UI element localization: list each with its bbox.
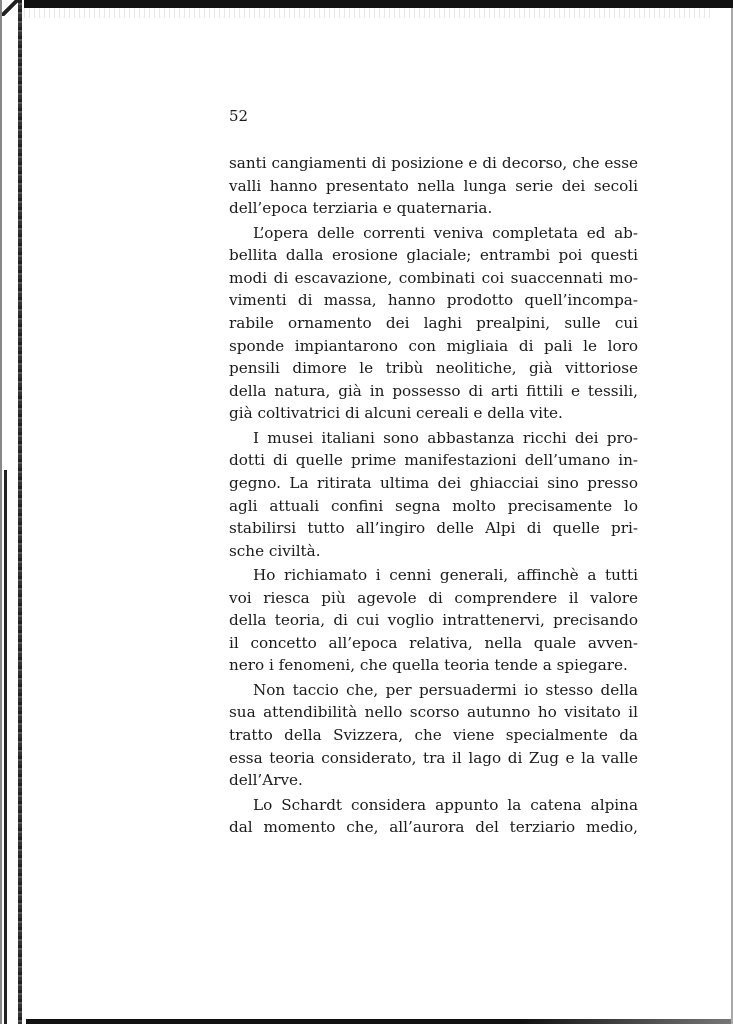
- text-line: sua attendibilità nello scorso autunno ho visitato il: [229, 703, 638, 722]
- page-number: 52: [229, 107, 249, 125]
- text-line: pensili dimore le tribù neolitiche, già vittoriose: [229, 359, 638, 378]
- text-line: santi cangiamenti di posizione e di decorso, che esse: [229, 154, 638, 172]
- paragraph: [229, 794, 638, 839]
- paragraph: [229, 222, 638, 425]
- scan-top-border: [24, 0, 733, 8]
- text-line: nero i fenomeni, che quella teoria tende a spiegare.: [229, 656, 628, 675]
- scan-top-noise: [24, 8, 714, 18]
- text-line: L’opera delle correnti veniva completata ed ab-: [253, 223, 638, 242]
- text-line: voi riesca più agevole di comprendere il valore: [229, 588, 638, 607]
- text-line: bellita dalla erosione glaciale; entrambi poi questi: [229, 246, 638, 265]
- scan-book-spine: [18, 0, 22, 1024]
- scan-corner-artifact: [0, 0, 26, 16]
- text-line: il concetto all’epoca relativa, nella quale avven-: [229, 633, 638, 652]
- page-body-text: [229, 152, 638, 841]
- text-line: dell’Arve.: [229, 771, 303, 790]
- scan-bottom-border: [26, 1019, 733, 1024]
- text-line: valli hanno presentato nella lunga serie dei secoli: [229, 176, 638, 195]
- text-line: rabile ornamento dei laghi prealpini, sulle cui: [229, 313, 638, 332]
- paragraph: [229, 427, 638, 563]
- paragraph: [229, 679, 638, 792]
- text-line: Non taccio che, per persuadermi io stesso della: [253, 680, 638, 699]
- text-line: dal momento che, all’aurora del terziario medio,: [229, 818, 638, 837]
- scan-left-edge: [0, 0, 2, 1024]
- text-line: sponde impiantarono con migliaia di pali le loro: [229, 336, 638, 355]
- text-line: dotti di quelle prime manifestazioni dell’umano in-: [229, 451, 638, 470]
- text-line: dell’epoca terziaria e quaternaria.: [229, 199, 493, 218]
- text-line: agli attuali confini segna molto precisamente lo: [229, 496, 638, 515]
- text-line: sche civiltà.: [229, 541, 321, 560]
- text-line: modi di escavazione, combinati coi suaccennati mo-: [229, 268, 638, 287]
- text-line: gegno. La ritirata ultima dei ghiacciai sino presso: [229, 473, 638, 492]
- text-line: Lo Schardt considera appunto la catena alpina: [253, 795, 638, 814]
- text-line: Ho richiamato i cenni generali, affinchè a tutti: [253, 566, 638, 585]
- text-line: della natura, già in possesso di arti fittili e tessili,: [229, 381, 638, 400]
- text-line: I musei italiani sono abbastanza ricchi dei pro-: [253, 428, 638, 447]
- scan-left-shadow: [4, 470, 7, 1024]
- text-line: vimenti di massa, hanno prodotto quell’incompa-: [229, 291, 638, 310]
- paragraph: [229, 152, 638, 220]
- paragraph: [229, 564, 638, 677]
- text-line: tratto della Svizzera, che viene specialmente da: [229, 726, 638, 745]
- text-line: stabilirsi tutto all’ingiro delle Alpi di quelle pri-: [229, 519, 638, 538]
- text-line: già coltivatrici di alcuni cereali e della vite.: [229, 404, 563, 423]
- text-line: della teoria, di cui voglio intrattenervi, precisando: [229, 611, 638, 630]
- text-line: essa teoria considerato, tra il lago di Zug e la valle: [229, 748, 638, 767]
